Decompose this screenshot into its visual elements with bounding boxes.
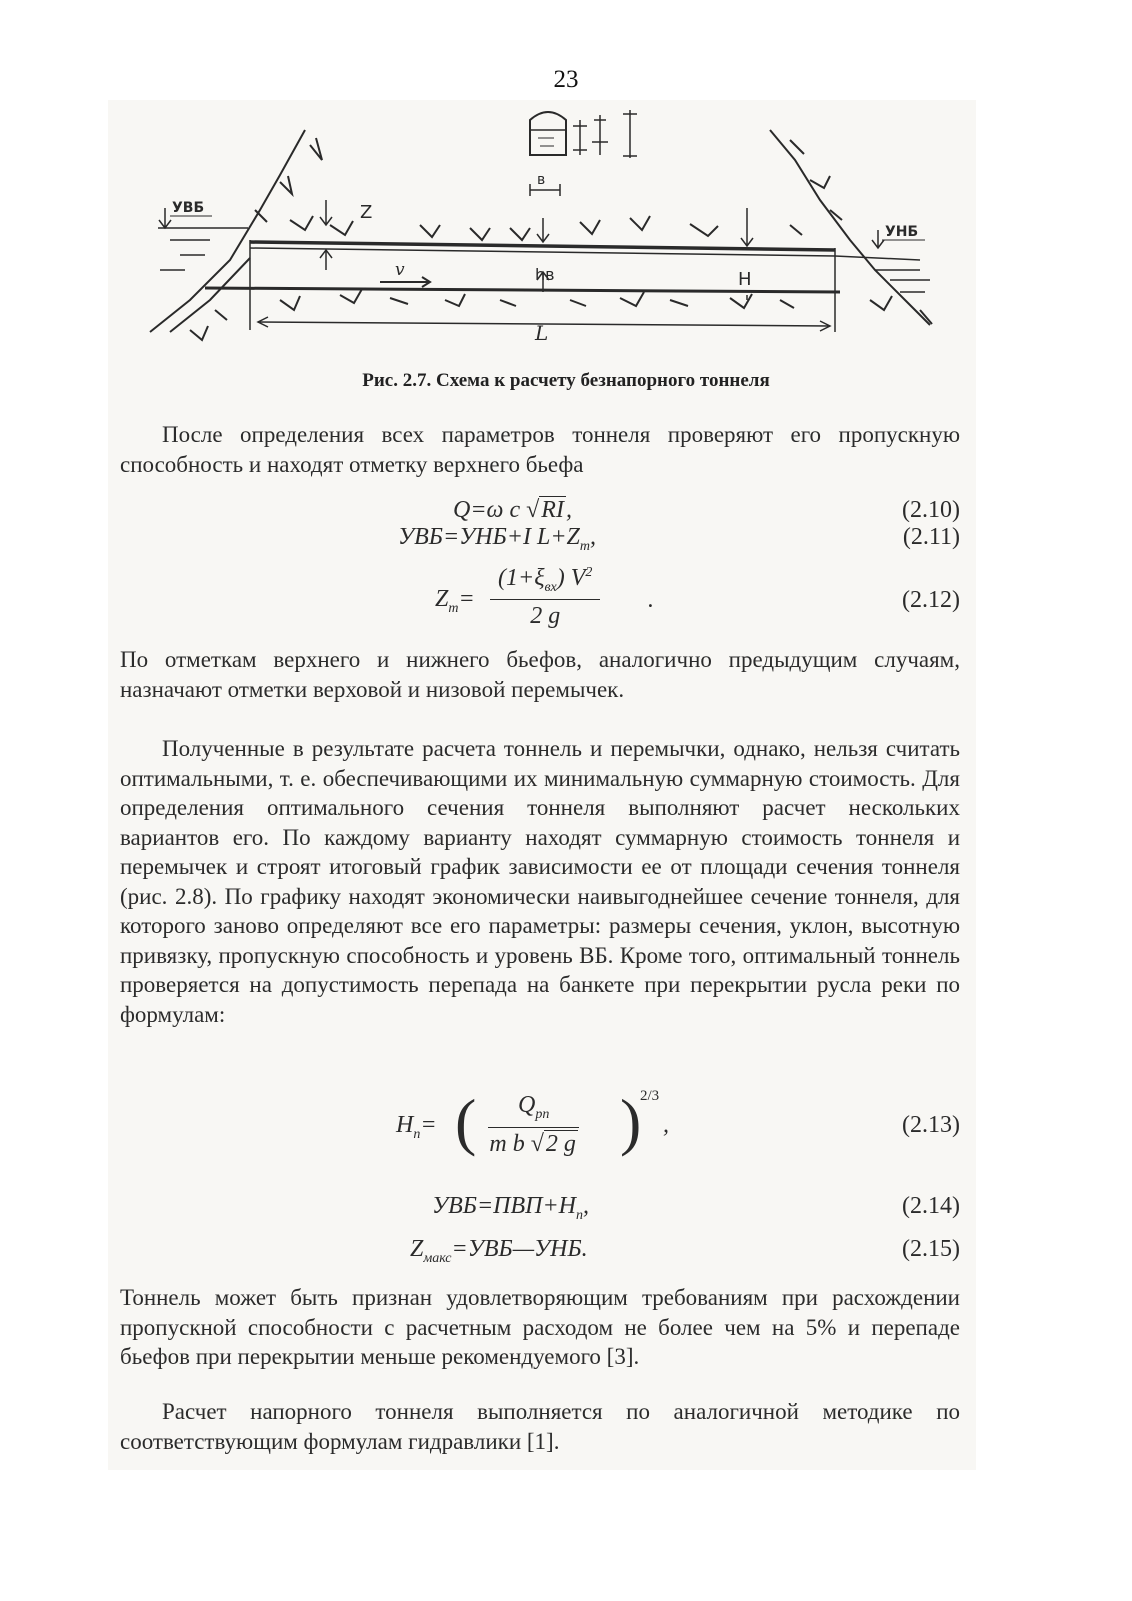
tunnel-diagram — [130, 100, 980, 365]
page-number: 23 — [553, 66, 579, 93]
formula-2-11: УВБ=УНБ+I $L+Z_т$, (2.11) — [398, 524, 960, 554]
formula-2-10: Q=ω c √RI, (2.10) — [453, 497, 960, 523]
equation-number: (2.15) — [902, 1236, 960, 1262]
ground-hatching — [190, 138, 932, 340]
formula-2-15: $Z_{макс}=УВБ—УНБ$. (2.15) — [410, 1236, 960, 1266]
width-label: в — [537, 172, 546, 188]
water-upstream — [158, 228, 248, 270]
equation-number: (2.10) — [902, 497, 960, 523]
formula-2-12: $Z_т=$ $(1+\xi_{вх})$ $V^2$ 2 g . (2.12) — [435, 565, 960, 629]
paragraph-5: Расчет напорного тоннеля выполняется по аналогичной методике по соответствующим формулам гидравлики [1]. — [120, 1399, 960, 1454]
formula-2-13: $H_п=$ ( $Q_{рп}$ m b √2 g ) 2/3 , (2.13) — [396, 1086, 960, 1157]
cross-section-inset — [530, 110, 637, 158]
figure-caption: Рис. 2.7. Схема к расчету безнапорного тоннеля — [362, 370, 770, 391]
unb-label: УНБ — [885, 224, 919, 240]
equation-number: (2.12) — [902, 587, 960, 613]
z-label: Z — [360, 202, 373, 223]
paragraph-2: По отметкам верхнего и нижнего бьефов, аналогично предыдущим случаям, назначают отметки верховой и низовой перемычек. — [120, 647, 960, 702]
height-label: H — [738, 269, 752, 290]
formula-2-14: $УВБ=ПВП+H_п$, (2.14) — [432, 1193, 960, 1223]
paragraph-3: Полученные в результате расчета тоннель и перемычки, однако, нельзя считать оптимальными, т. е. обеспечивающими их минимальную суммарную стоимость. Для определения оптимального сечения тоннеля выполняют расчет нескольких вариантов его. По каждому варианту находят суммарную стоимость тоннеля и перемычек и строят итоговый график зависимости ее от площади сечения тоннеля (рис. 2.8). По графику находят экономически наивыгоднейшее сечение тоннеля, для которого заново определяют все его параметры: размеры сечения, уклон, высотную привязку, пропускную способность и уровень ВБ. Кроме того, оптимальный тоннель проверяется на допустимость перепада на банкете при перекрытии русла реки по формулам: — [120, 736, 960, 1027]
velocity-label: v — [395, 260, 405, 280]
length-label: L — [535, 321, 549, 345]
equation-number: (2.14) — [902, 1193, 960, 1219]
equation-number: (2.13) — [902, 1112, 960, 1138]
water-downstream — [835, 256, 930, 292]
uvb-label: УВБ — [172, 200, 205, 216]
paragraph-1: После определения всех параметров тоннеля проверяют его пропускную способность и находят отметку верхнего бьефа — [120, 422, 960, 477]
depth-label: hв — [535, 265, 555, 284]
paragraph-4: Тоннель может быть признан удовлетворяющим требованиям при расхождении пропускной способности с расчетным расходом не более чем на 5% и перепаде бьефов при перекрытии меньше рекомендуемого [3]. — [120, 1285, 960, 1369]
equation-number: (2.11) — [902, 524, 960, 550]
